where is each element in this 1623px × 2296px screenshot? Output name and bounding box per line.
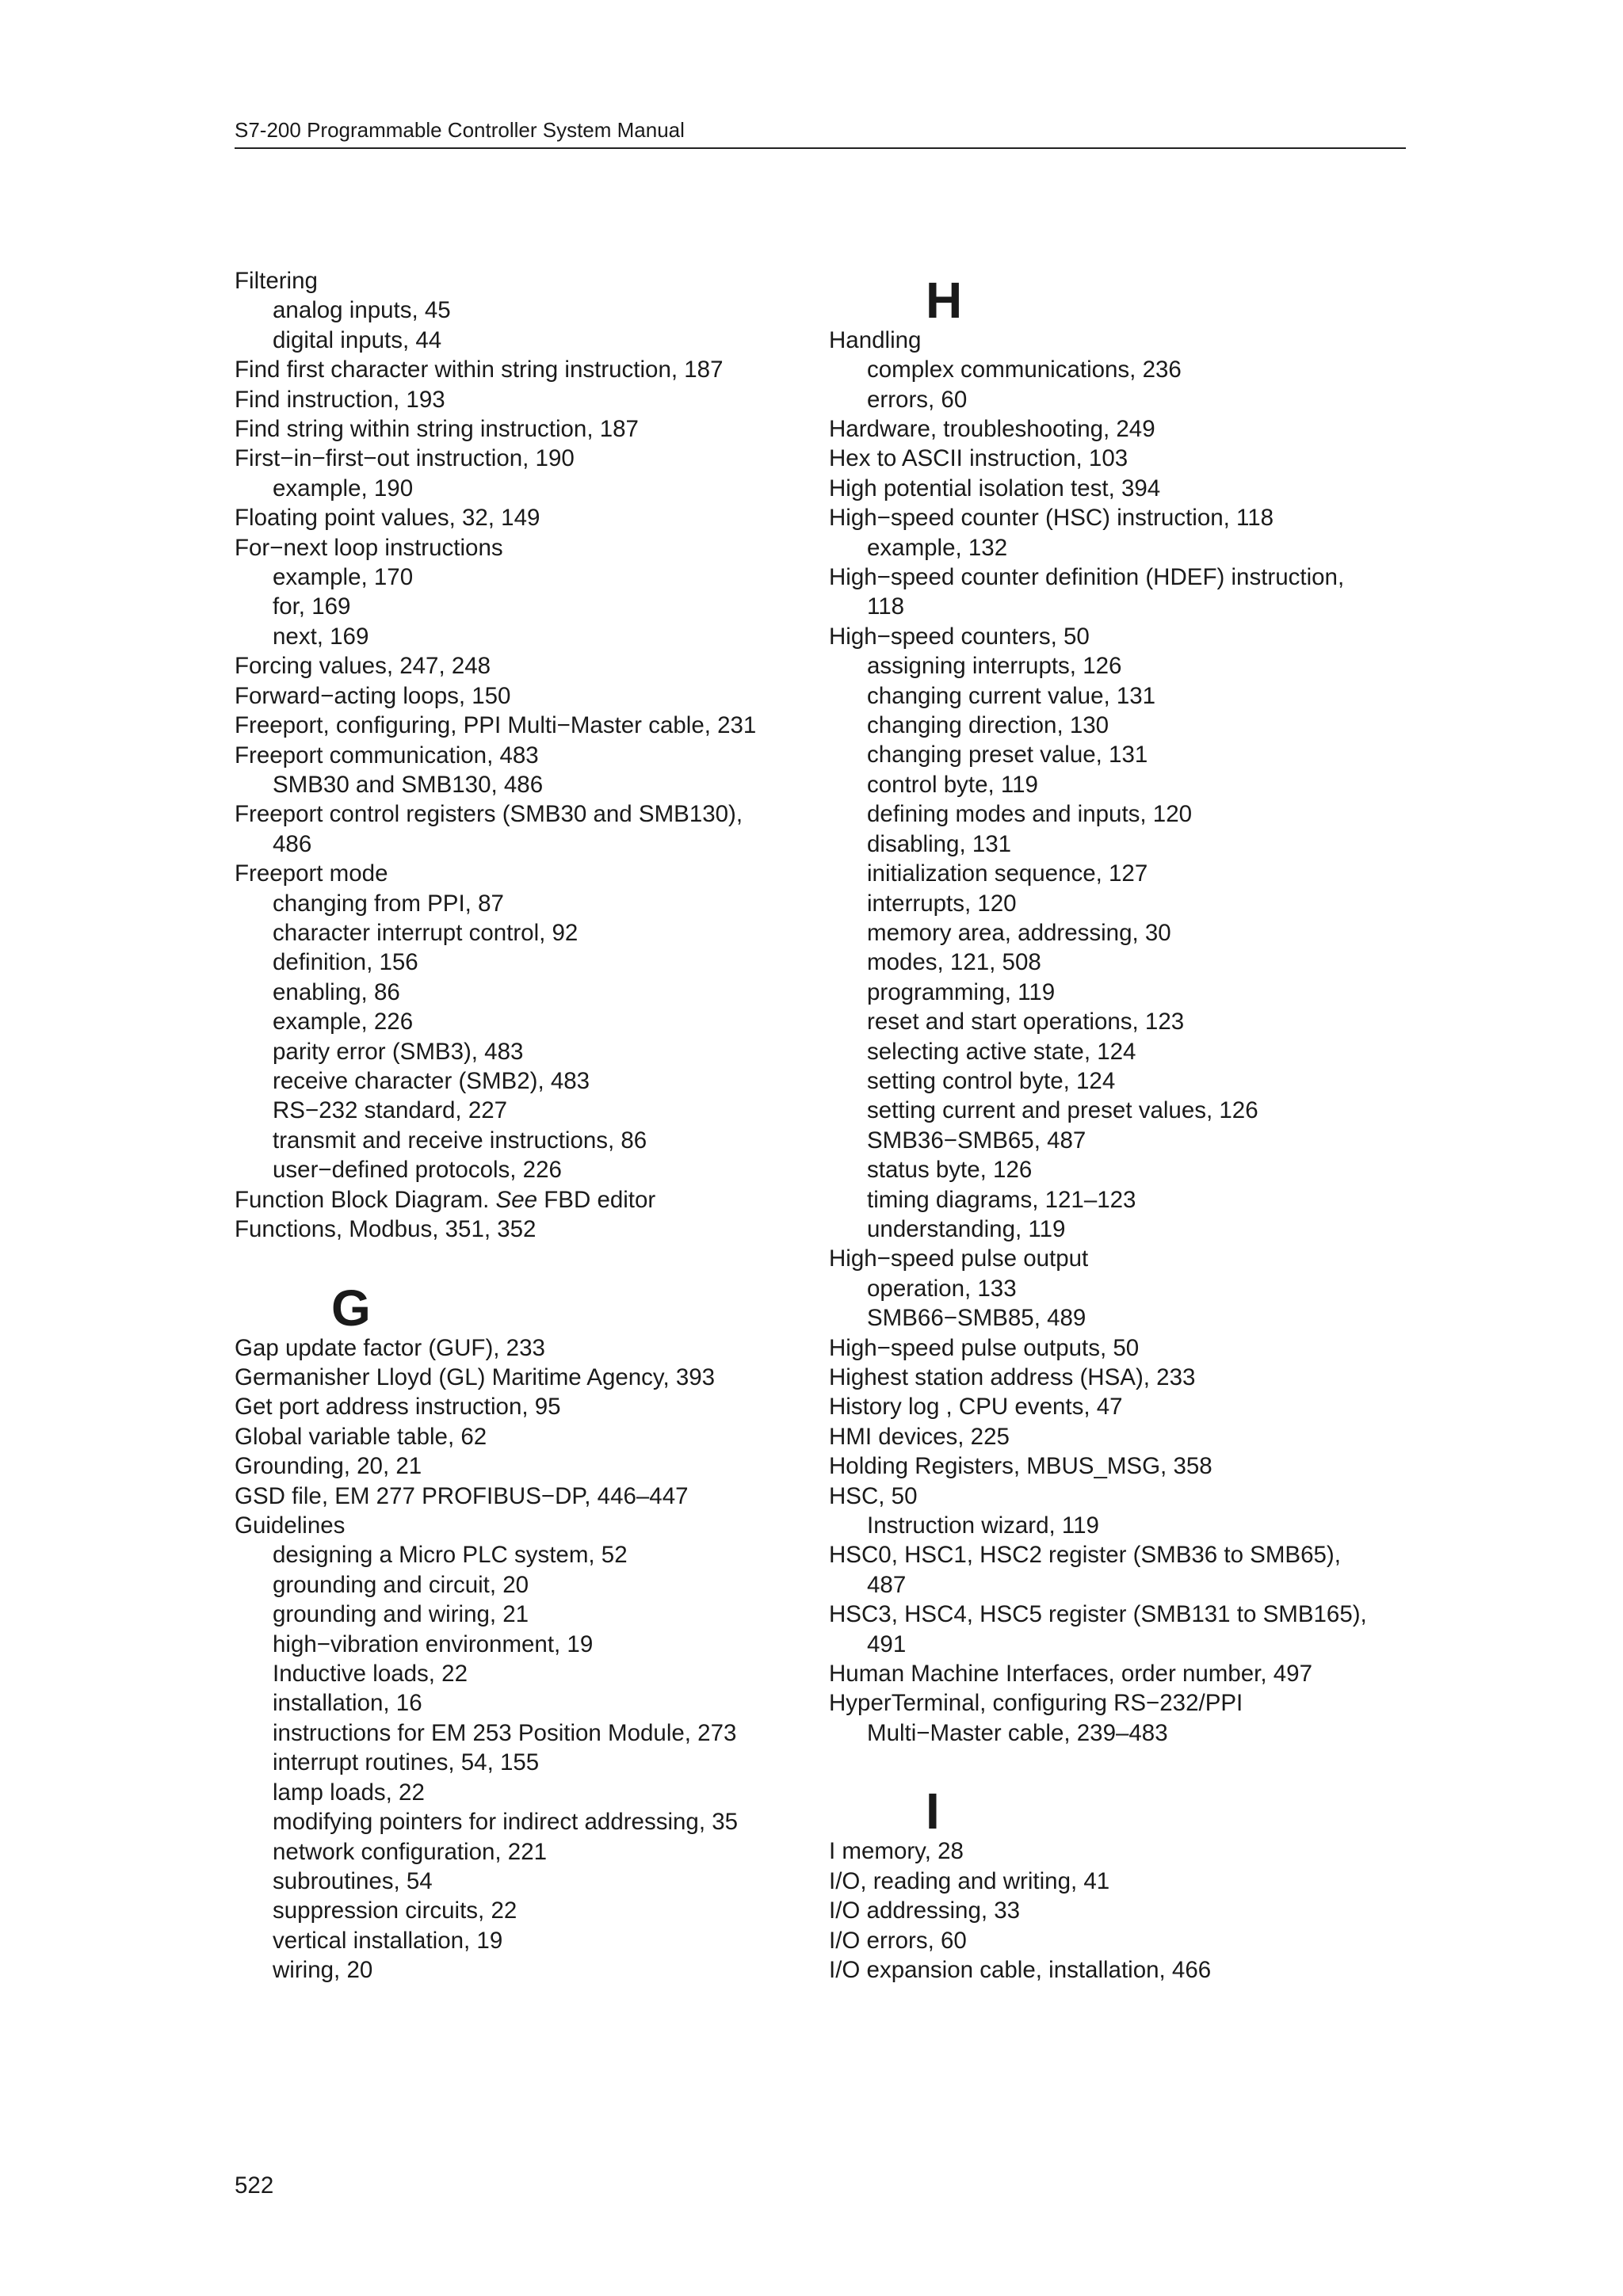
index-entry: Functions, Modbus, 351, 352 [235, 1216, 537, 1242]
index-subentry: initialization sequence, 127 [867, 860, 1148, 887]
index-entry: I/O addressing, 33 [829, 1897, 1021, 1924]
index-subentry: control byte, 119 [867, 771, 1038, 798]
index-subentry: interrupt routines, 54, 155 [273, 1749, 540, 1776]
index-subentry: timing diagrams, 121–123 [867, 1186, 1136, 1213]
index-subentry: interrupts, 120 [867, 890, 1017, 917]
index-subentry: Inductive loads, 22 [273, 1661, 468, 1688]
index-subentry: next, 169 [273, 623, 369, 650]
index-entry-text: Function Block Diagram. [235, 1186, 496, 1213]
index-entry: History log , CPU events, 47 [829, 1394, 1123, 1421]
index-subentry: high−vibration environment, 19 [273, 1630, 594, 1657]
index-subentry: suppression circuits, 22 [273, 1897, 517, 1924]
index-entry: I/O errors, 60 [829, 1927, 967, 1954]
index-subentry: SMB36−SMB65, 487 [867, 1127, 1086, 1154]
see-reference: See [495, 1186, 538, 1213]
index-entry: Freeport, configuring, PPI Multi−Master cable, 231 [235, 712, 757, 739]
index-subentry: analog inputs, 45 [273, 297, 451, 324]
index-subentry: reset and start operations, 123 [867, 1009, 1185, 1035]
header-rule [235, 147, 1406, 149]
index-entry: I memory, 28 [829, 1838, 964, 1865]
index-subentry: subroutines, 54 [273, 1867, 433, 1894]
index-entry: Handling [829, 326, 922, 353]
index-subentry: changing current value, 131 [867, 682, 1156, 709]
index-subentry: RS−232 standard, 227 [273, 1097, 508, 1124]
index-subentry: changing from PPI, 87 [273, 890, 504, 917]
see-reference-target: FBD editor [537, 1186, 656, 1213]
index-letter-heading-text: H [926, 271, 963, 329]
index-letter-heading-text: G [331, 1279, 371, 1337]
index-subentry: grounding and circuit, 20 [273, 1571, 529, 1598]
index-entry: GSD file, EM 277 PROFIBUS−DP, 446–447 [235, 1482, 689, 1509]
index-subentry: designing a Micro PLC system, 52 [273, 1542, 628, 1569]
index-subentry: status byte, 126 [867, 1157, 1033, 1184]
index-subentry: errors, 60 [867, 386, 968, 413]
index-entry: Germanisher Lloyd (GL) Maritime Agency, 393 [235, 1364, 716, 1390]
index-entry: Get port address instruction, 95 [235, 1394, 561, 1421]
index-subentry: character interrupt control, 92 [273, 919, 579, 946]
index-entry: Hardware, troubleshooting, 249 [829, 416, 1155, 443]
index-subentry: memory area, addressing, 30 [867, 919, 1171, 946]
index-entry: Freeport control registers (SMB30 and SMB130), [235, 801, 743, 828]
index-subentry: definition, 156 [273, 949, 418, 976]
index-subentry: changing direction, 130 [867, 712, 1109, 739]
running-header: S7-200 Programmable Controller System Manual [235, 118, 685, 142]
index-entry: Freeport communication, 483 [235, 742, 539, 769]
index-subentry: transmit and receive instructions, 86 [273, 1127, 647, 1154]
index-letter-heading [235, 1274, 789, 1337]
index-entry: Find first character within string instruction, 187 [235, 357, 724, 383]
index-entry: First−in−first−out instruction, 190 [235, 445, 575, 472]
index-entry: HSC0, HSC1, HSC2 register (SMB36 to SMB65), [829, 1542, 1341, 1569]
index-subentry: lamp loads, 22 [273, 1779, 425, 1806]
index-subentry: changing preset value, 131 [867, 742, 1148, 769]
section-spacer [829, 1748, 1415, 1777]
index-entry: Gap update factor (GUF), 233 [235, 1334, 545, 1361]
index-entry: HyperTerminal, configuring RS−232/PPI [829, 1690, 1243, 1717]
index-subentry: complex communications, 236 [867, 357, 1182, 383]
index-subentry: network configuration, 221 [273, 1838, 548, 1865]
index-entry: Find string within string instruction, 187 [235, 416, 639, 443]
index-subentry: for, 169 [273, 593, 351, 620]
index-subentry: modifying pointers for indirect addressing, 35 [273, 1809, 739, 1836]
index-subentry: setting control byte, 124 [867, 1067, 1116, 1094]
index-subentry: user−defined protocols, 226 [273, 1157, 562, 1184]
index-entry: Floating point values, 32, 149 [235, 505, 540, 532]
index-subentry: grounding and wiring, 21 [273, 1601, 529, 1628]
index-entry: Grounding, 20, 21 [235, 1453, 422, 1480]
index-entry: HSC, 50 [829, 1482, 918, 1509]
index-subentry: example, 132 [867, 534, 1008, 561]
index-entry: Hex to ASCII instruction, 103 [829, 445, 1128, 472]
index-subentry: receive character (SMB2), 483 [273, 1067, 590, 1094]
index-subentry: 491 [867, 1630, 907, 1657]
index-subentry: Instruction wizard, 119 [867, 1512, 1099, 1539]
index-letter-heading-text: I [926, 1783, 940, 1840]
index-subentry: 118 [867, 593, 905, 620]
index-entry: Forcing values, 247, 248 [235, 653, 491, 680]
index-entry: Global variable table, 62 [235, 1423, 487, 1450]
index-entry: Human Machine Interfaces, order number, 497 [829, 1661, 1312, 1688]
index-entry: I/O, reading and writing, 41 [829, 1867, 1110, 1894]
index-entry: High−speed counters, 50 [829, 623, 1090, 650]
index-letter-heading [829, 1778, 1415, 1840]
index-subentry: disabling, 131 [867, 830, 1012, 857]
index-entry: HMI devices, 225 [829, 1423, 1010, 1450]
index-subentry: setting current and preset values, 126 [867, 1097, 1258, 1124]
index-entry [235, 1185, 789, 1215]
index-entry: Holding Registers, MBUS_MSG, 358 [829, 1453, 1212, 1480]
index-entry: Freeport mode [235, 860, 388, 887]
index-entry: For−next loop instructions [235, 534, 503, 561]
page-number: 522 [235, 2172, 274, 2199]
index-column-right [829, 266, 1415, 1985]
index-subentry: programming, 119 [867, 978, 1056, 1005]
index-subentry: 487 [867, 1571, 907, 1598]
index-entry: Guidelines [235, 1512, 346, 1539]
index-subentry: defining modes and inputs, 120 [867, 801, 1193, 828]
index-entry: High−speed counter definition (HDEF) instruction, [829, 564, 1345, 591]
section-spacer [235, 1244, 789, 1273]
index-entry: Forward−acting loops, 150 [235, 682, 511, 709]
index-entry: High potential isolation test, 394 [829, 475, 1161, 502]
index-subentry: example, 226 [273, 1009, 414, 1035]
index-entry: Filtering [235, 268, 318, 294]
index-entry: High−speed pulse output [829, 1245, 1089, 1272]
index-subentry: Multi−Master cable, 239–483 [867, 1719, 1168, 1746]
index-subentry: installation, 16 [273, 1690, 422, 1717]
index-subentry: SMB66−SMB85, 489 [867, 1305, 1086, 1332]
index-entry: Highest station address (HSA), 233 [829, 1364, 1196, 1391]
index-entry: High−speed pulse outputs, 50 [829, 1334, 1140, 1361]
index-subentry: SMB30 and SMB130, 486 [273, 771, 544, 798]
index-entry: High−speed counter (HSC) instruction, 118 [829, 505, 1274, 532]
index-subentry: example, 170 [273, 564, 414, 591]
index-subentry: selecting active state, 124 [867, 1038, 1136, 1065]
index-subentry: understanding, 119 [867, 1215, 1066, 1242]
index-subentry: operation, 133 [867, 1275, 1017, 1302]
index-column-left [235, 266, 789, 1985]
index-subentry: parity error (SMB3), 483 [273, 1038, 524, 1065]
index-subentry: enabling, 86 [273, 978, 400, 1005]
index-entry: HSC3, HSC4, HSC5 register (SMB131 to SMB165), [829, 1601, 1367, 1628]
index-subentry: assigning interrupts, 126 [867, 653, 1122, 680]
index-subentry: instructions for EM 253 Position Module, 273 [273, 1719, 737, 1746]
index-subentry: modes, 121, 508 [867, 949, 1041, 976]
index-letter-heading [829, 266, 1415, 329]
index-subentry: 486 [273, 830, 312, 857]
index-entry: I/O expansion cable, installation, 466 [829, 1957, 1212, 1984]
index-subentry: wiring, 20 [273, 1957, 373, 1984]
index-subentry: example, 190 [273, 475, 414, 502]
index-subentry: digital inputs, 44 [273, 326, 442, 353]
index-subentry: vertical installation, 19 [273, 1927, 503, 1954]
index-entry: Find instruction, 193 [235, 386, 445, 413]
